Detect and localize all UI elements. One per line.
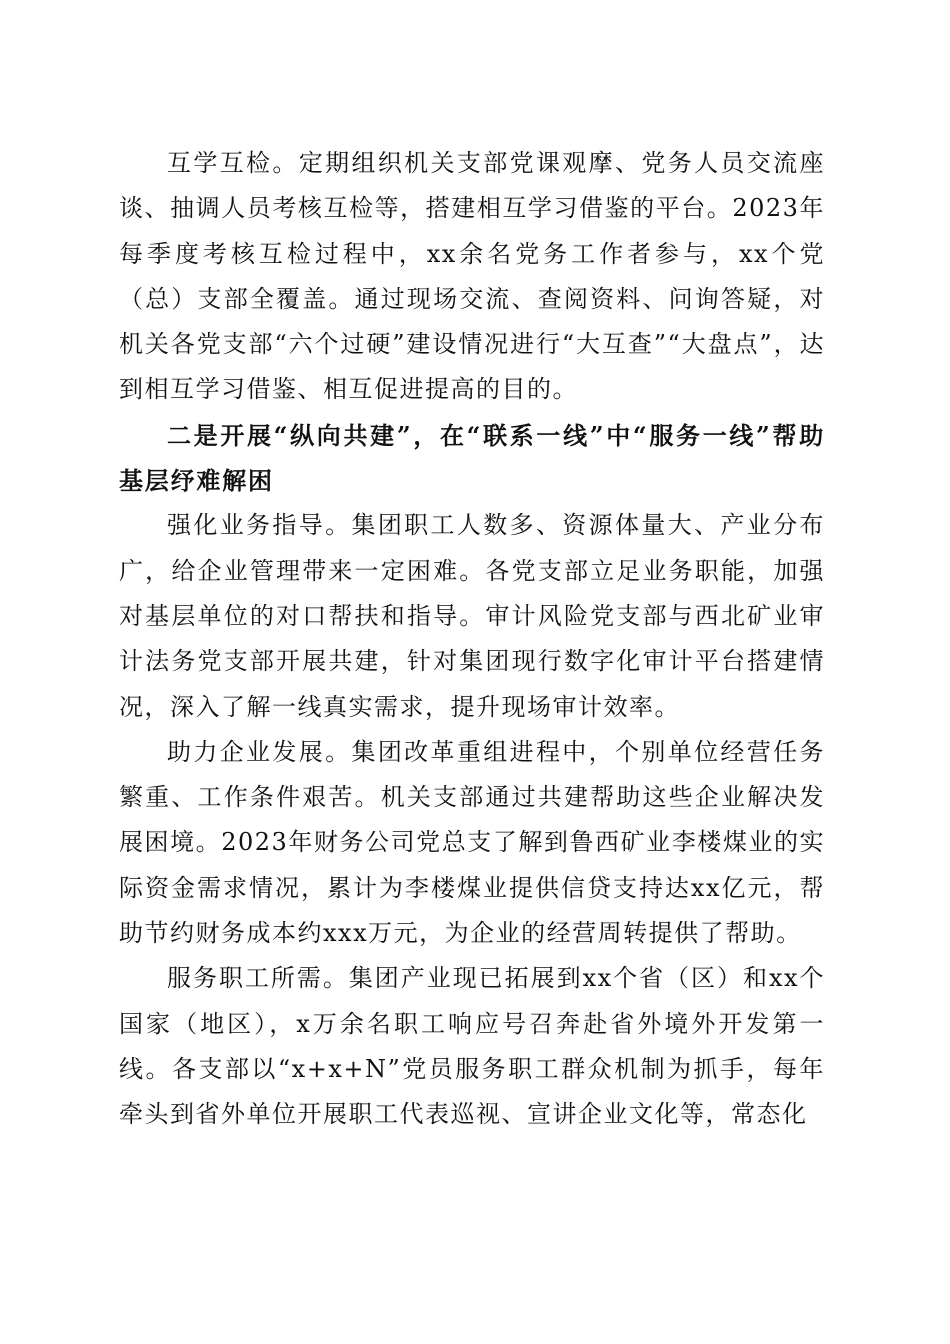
- paragraph-business-guidance: 强化业务指导。集团职工人数多、资源体量大、产业分布广，给企业管理带来一定困难。各党支部立足业务职能，加强对基层单位的对口帮扶和指导。审计风险党支部与西北矿业审计法务党支部开展共建，针对集团现行数字化审计平台搭建情况，深入了解一线真实需求，提升现场审计效率。: [119, 511, 825, 721]
- paragraph-mutual-inspection: 互学互检。定期组织机关支部党课观摩、党务人员交流座谈、抽调人员考核互检等，搭建相互学习借鉴的平台。2023年每季度考核互检过程中，xx余名党务工作者参与，xx个党（总）支部全覆盖。通过现场交流、查阅资料、问询答疑，对机关各党支部“六个过硬”建设情况进行“大互查”“大盘点”，达到相互学习借鉴、相互促进提高的目的。: [119, 149, 825, 404]
- paragraph-serve-employees: 服务职工所需。集团产业现已拓展到xx个省（区）和xx个国家（地区），x万余名职工响应号召奔赴省外境外开发第一线。各支部以“x+x+N”党员服务职工群众机制为抓手，每年牵头到省外单位开展职工代表巡视、宣讲企业文化等，常态化: [119, 964, 825, 1129]
- section-heading-vertical-co-building: 二是开展“纵向共建”，在“联系一线”中“服务一线”帮助基层纾难解困: [119, 420, 825, 496]
- paragraph-enterprise-development: 助力企业发展。集团改革重组进程中，个别单位经营任务繁重、工作条件艰苦。机关支部通过共建帮助这些企业解决发展困境。2023年财务公司党总支了解到鲁西矿业李楼煤业的实际资金需求情况，累计为李楼煤业提供信贷支持达xx亿元，帮助节约财务成本约xxx万元，为企业的经营周转提供了帮助。: [119, 737, 825, 948]
- document-body: [119, 141, 825, 1138]
